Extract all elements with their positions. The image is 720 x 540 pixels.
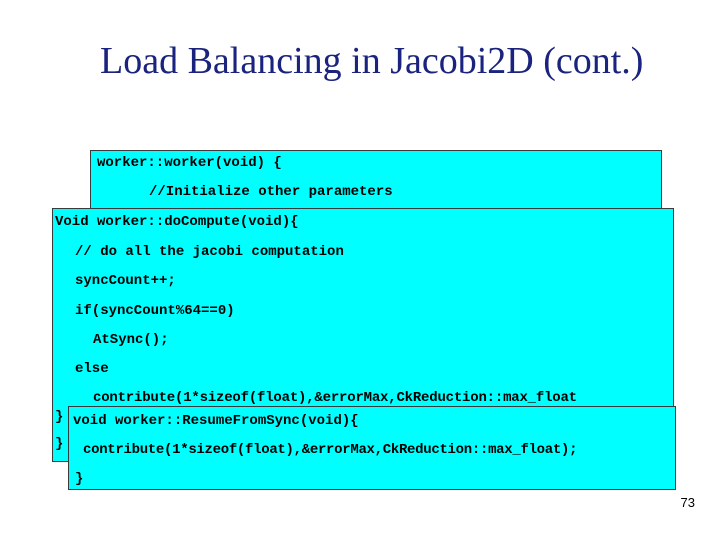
code-line: syncCount++; [75,273,176,289]
code-line: //Initialize other parameters [149,184,393,200]
code-line: void worker::ResumeFromSync(void){ [73,413,359,429]
code-line: contribute(1*sizeof(float),&errorMax,CkReduction::max_float [93,390,577,406]
code-line: // do all the jacobi computation [75,244,344,260]
resumefromsync-code-box [68,406,676,490]
code-line: if(syncCount%64==0) [75,303,235,319]
page-number: 73 [680,495,695,510]
code-line: Void worker::doCompute(void){ [55,214,299,230]
slide-title: Load Balancing in Jacobi2D (cont.) [100,40,644,82]
constructor-code-box [90,150,662,216]
code-line: else [75,361,109,377]
closing-brace: } [55,409,64,425]
closing-brace: } [75,471,84,487]
closing-brace: } [55,436,64,452]
code-line: worker::worker(void) { [97,155,282,171]
code-line: contribute(1*sizeof(float),&errorMax,CkReduction::max_float); [83,442,578,458]
code-line: AtSync(); [93,332,169,348]
